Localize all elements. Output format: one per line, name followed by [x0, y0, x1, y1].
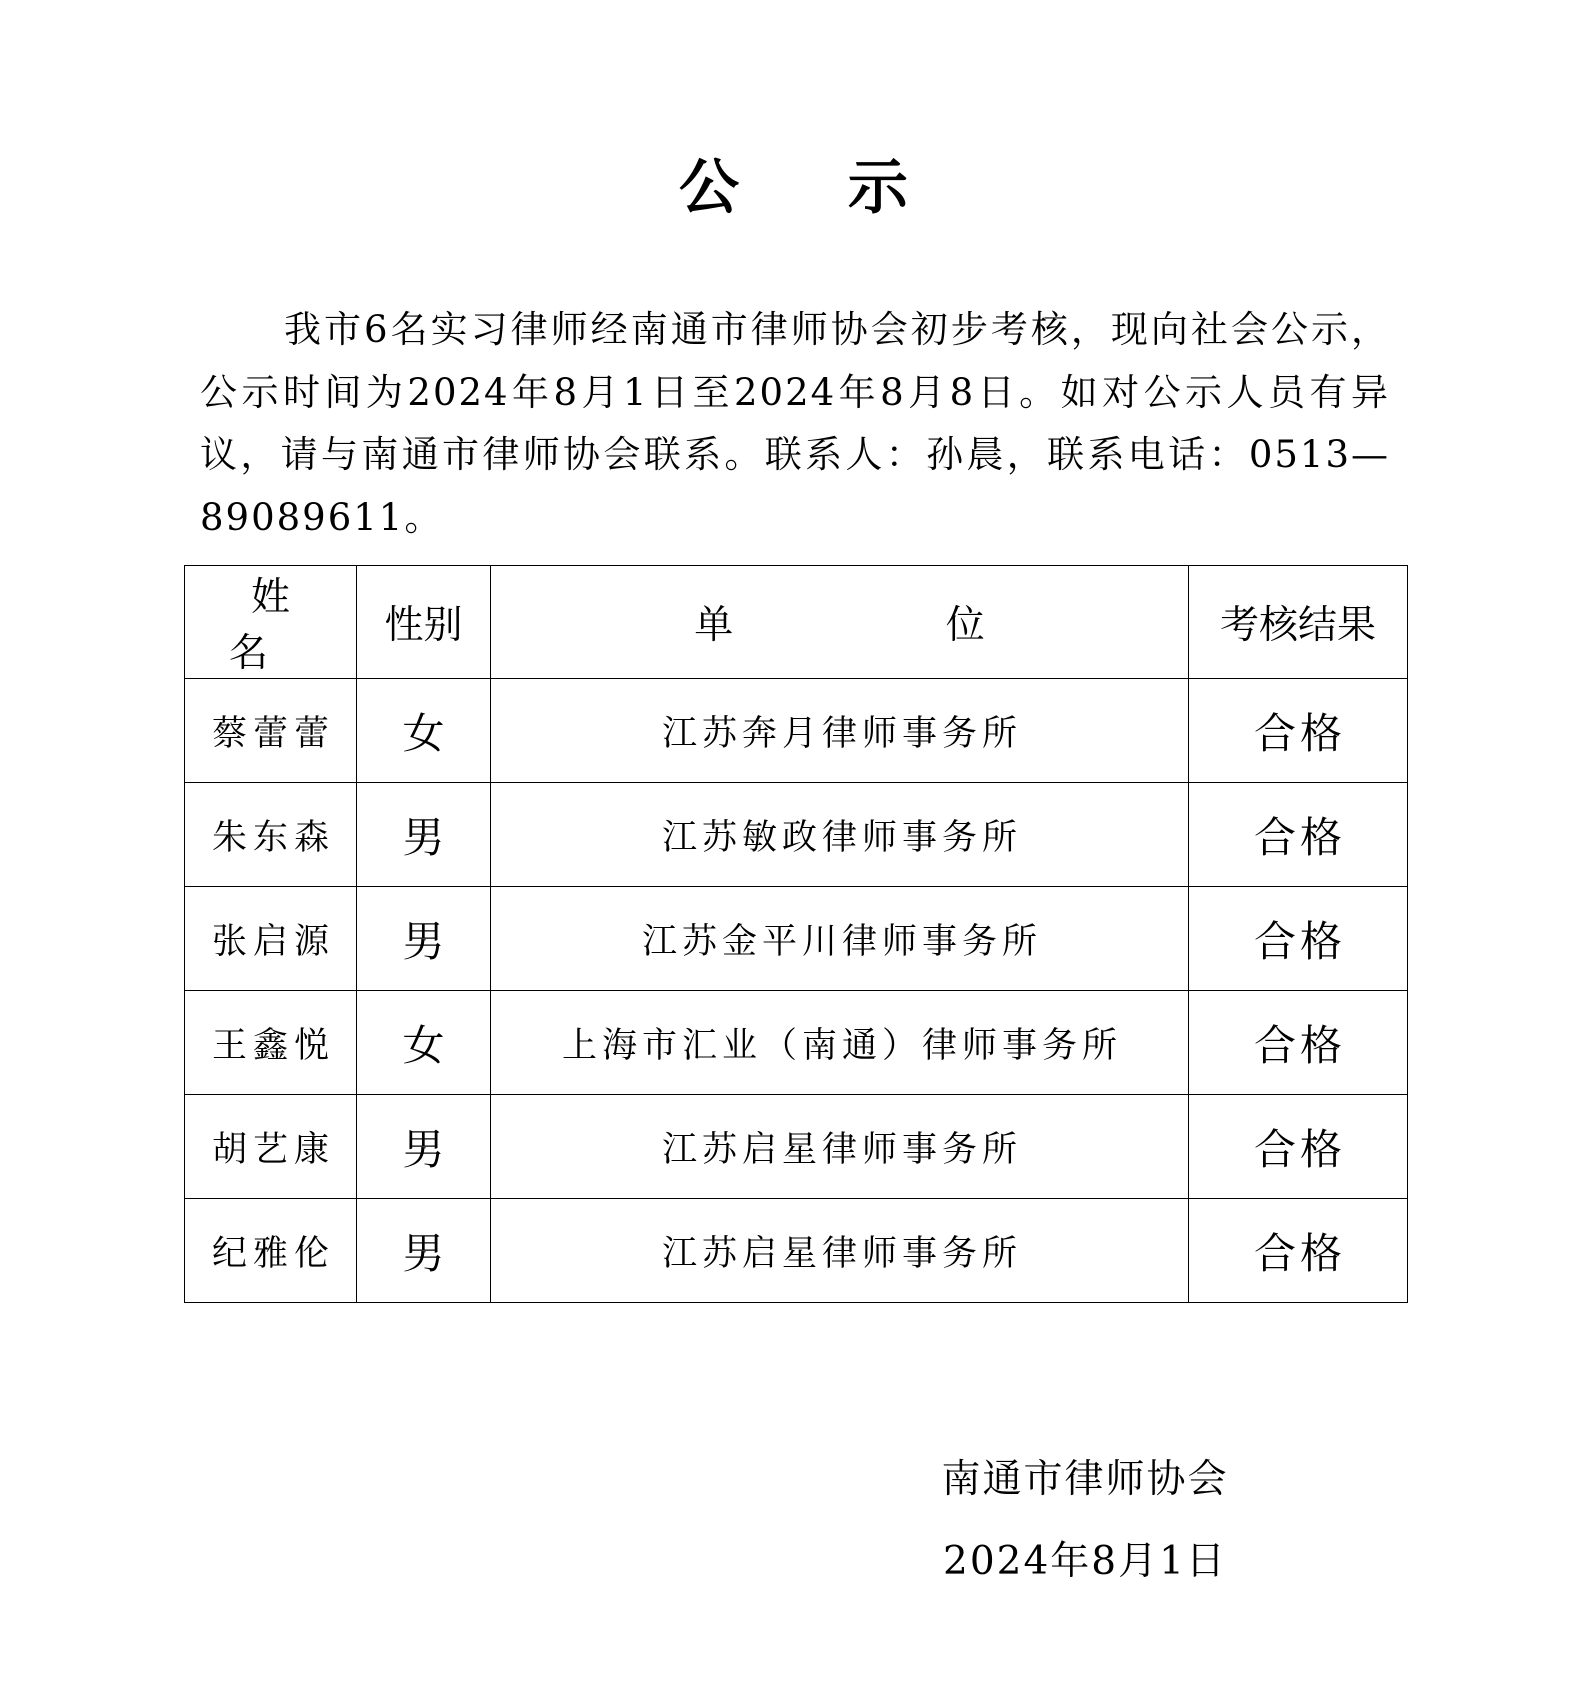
table-row — [185, 887, 1408, 991]
cell-name: 张启源 — [185, 887, 357, 991]
header-gender: 性别 — [357, 566, 491, 679]
cell-unit: 上海市汇业（南通）律师事务所 — [491, 991, 1189, 1095]
cell-unit: 江苏奔月律师事务所 — [491, 679, 1189, 783]
cell-name: 蔡蕾蕾 — [185, 679, 357, 783]
cell-gender: 男 — [357, 1095, 491, 1199]
cell-result: 合格 — [1189, 1199, 1408, 1303]
cell-result: 合格 — [1189, 679, 1408, 783]
header-unit: 单 位 — [491, 566, 1189, 679]
cell-name: 朱东森 — [185, 783, 357, 887]
cell-unit: 江苏启星律师事务所 — [491, 1095, 1189, 1199]
table-row — [185, 679, 1408, 783]
cell-gender: 男 — [357, 783, 491, 887]
cell-gender: 女 — [357, 679, 491, 783]
cell-gender: 女 — [357, 991, 491, 1095]
cell-name: 胡艺康 — [185, 1095, 357, 1199]
table-row — [185, 991, 1408, 1095]
cell-unit: 江苏敏政律师事务所 — [491, 783, 1189, 887]
assessment-results-table — [184, 565, 1408, 1303]
cell-unit: 江苏金平川律师事务所 — [491, 887, 1189, 991]
cell-name: 纪雅伦 — [185, 1199, 357, 1303]
signature-organization: 南通市律师协会 — [941, 1457, 1229, 1502]
table-header-row — [185, 566, 1408, 679]
notice-paragraph: 我市6名实习律师经南通市律师协会初步考核，现向社会公示，公示时间为2024年8月1日至2024年8月8日。如对公示人员有异议，请与南通市律师协会联系。联系人：孙晨，联系电话：0513—89089611。 — [200, 308, 1390, 539]
header-name: 姓 名 — [185, 566, 357, 679]
table-row — [185, 1199, 1408, 1303]
cell-result: 合格 — [1189, 991, 1408, 1095]
page-title: 公 示 — [679, 153, 952, 224]
cell-result: 合格 — [1189, 1095, 1408, 1199]
cell-gender: 男 — [357, 887, 491, 991]
cell-name: 王鑫悦 — [185, 991, 357, 1095]
cell-unit: 江苏启星律师事务所 — [491, 1199, 1189, 1303]
header-result: 考核结果 — [1189, 566, 1408, 679]
cell-gender: 男 — [357, 1199, 491, 1303]
cell-result: 合格 — [1189, 887, 1408, 991]
table-row — [185, 1095, 1408, 1199]
table-row — [185, 783, 1408, 887]
signature-date: 2024年8月1日 — [943, 1539, 1227, 1584]
cell-result: 合格 — [1189, 783, 1408, 887]
